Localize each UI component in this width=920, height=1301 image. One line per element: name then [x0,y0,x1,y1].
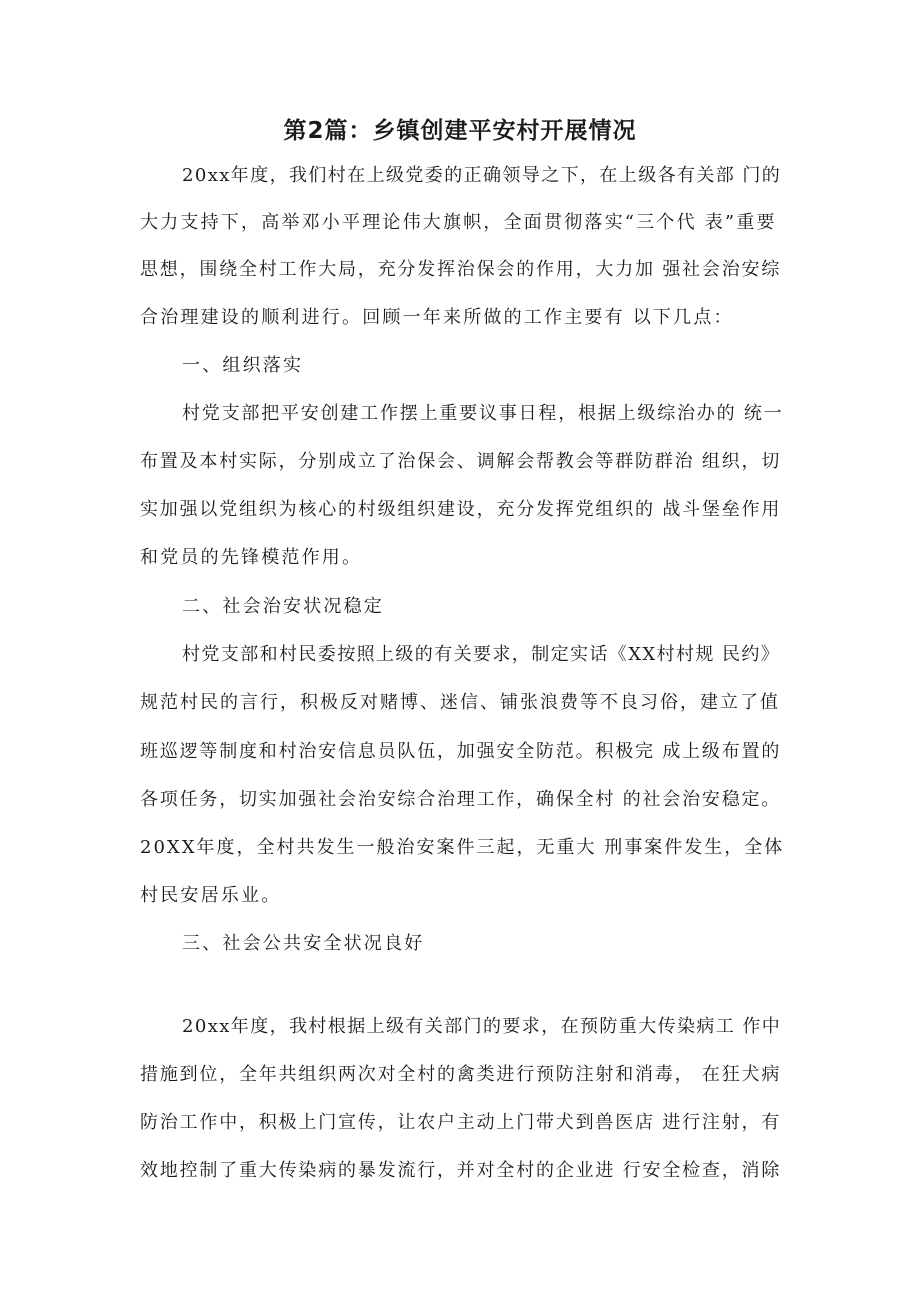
section-heading-3: 三、社会公共安全状况良好 [182,933,425,954]
paragraph-4-line-1: 20xx年度，我村根据上级有关部门的要求，在预防重大传染病工 作中 [182,1016,782,1037]
paragraph-3-line-2: 规范村民的言行，积极反对赌博、迷信、铺张浪费等不良习俗，建立了值 [140,692,780,713]
paragraph-3-line-1: 村党支部和村民委按照上级的有关要求，制定实话《XX村村规 民约》 [182,644,781,665]
paragraph-1-line-2: 大力支持下，高举邓小平理论伟大旗帜，全面贯彻落实“三个代 表”重要 [140,212,777,233]
section-heading-1: 一、组织落实 [182,355,304,376]
paragraph-2-line-4: 和党员的先锋模范作用。 [140,547,363,568]
paragraph-4-line-3: 防治工作中，积极上门宣传，让农户主动上门带犬到兽医店 进行注射，有 [140,1112,782,1133]
document-title: 第2篇：乡镇创建平安村开展情况 [283,118,637,144]
paragraph-3-line-3: 班巡逻等制度和村治安信息员队伍，加强安全防范。积极完 成上级布置的 [140,741,782,762]
paragraph-1-line-4: 合治理建设的顺利进行。回顾一年来所做的工作主要有 以下几点： [140,307,734,328]
paragraph-4-line-4: 效地控制了重大传染病的暴发流行，并对全村的企业进 行安全检查，消除 [140,1160,782,1181]
paragraph-1-line-3: 思想，围绕全村工作大局，充分发挥治保会的作用，大力加 强社会治安综 [140,259,782,280]
paragraph-3-line-4: 各项任务，切实加强社会治安综合治理工作，确保全村 的社会治安稳定。 [140,789,782,810]
section-heading-2: 二、社会治安状况稳定 [182,596,384,617]
paragraph-4-line-2: 措施到位，全年共组织两次对全村的禽类进行预防注射和消毒， 在狂犬病 [140,1064,782,1085]
paragraph-3-line-6: 村民安居乐业。 [140,885,282,906]
paragraph-2-line-2: 布置及本村实际，分别成立了治保会、调解会帮教会等群防群治 组织，切 [140,451,782,472]
paragraph-2-line-3: 实加强以党组织为核心的村级组织建设，充分发挥党组织的 战斗堡垒作用 [140,499,782,520]
paragraph-2-line-1: 村党支部把平安创建工作摆上重要议事日程，根据上级综治办的 统一 [182,403,784,424]
paragraph-1-line-1: 20xx年度，我们村在上级党委的正确领导之下，在上级各有关部 门的 [182,165,782,186]
paragraph-3-line-5: 20XX年度，全村共发生一般治安案件三起，无重大 刑事案件发生，全体 [140,837,785,858]
